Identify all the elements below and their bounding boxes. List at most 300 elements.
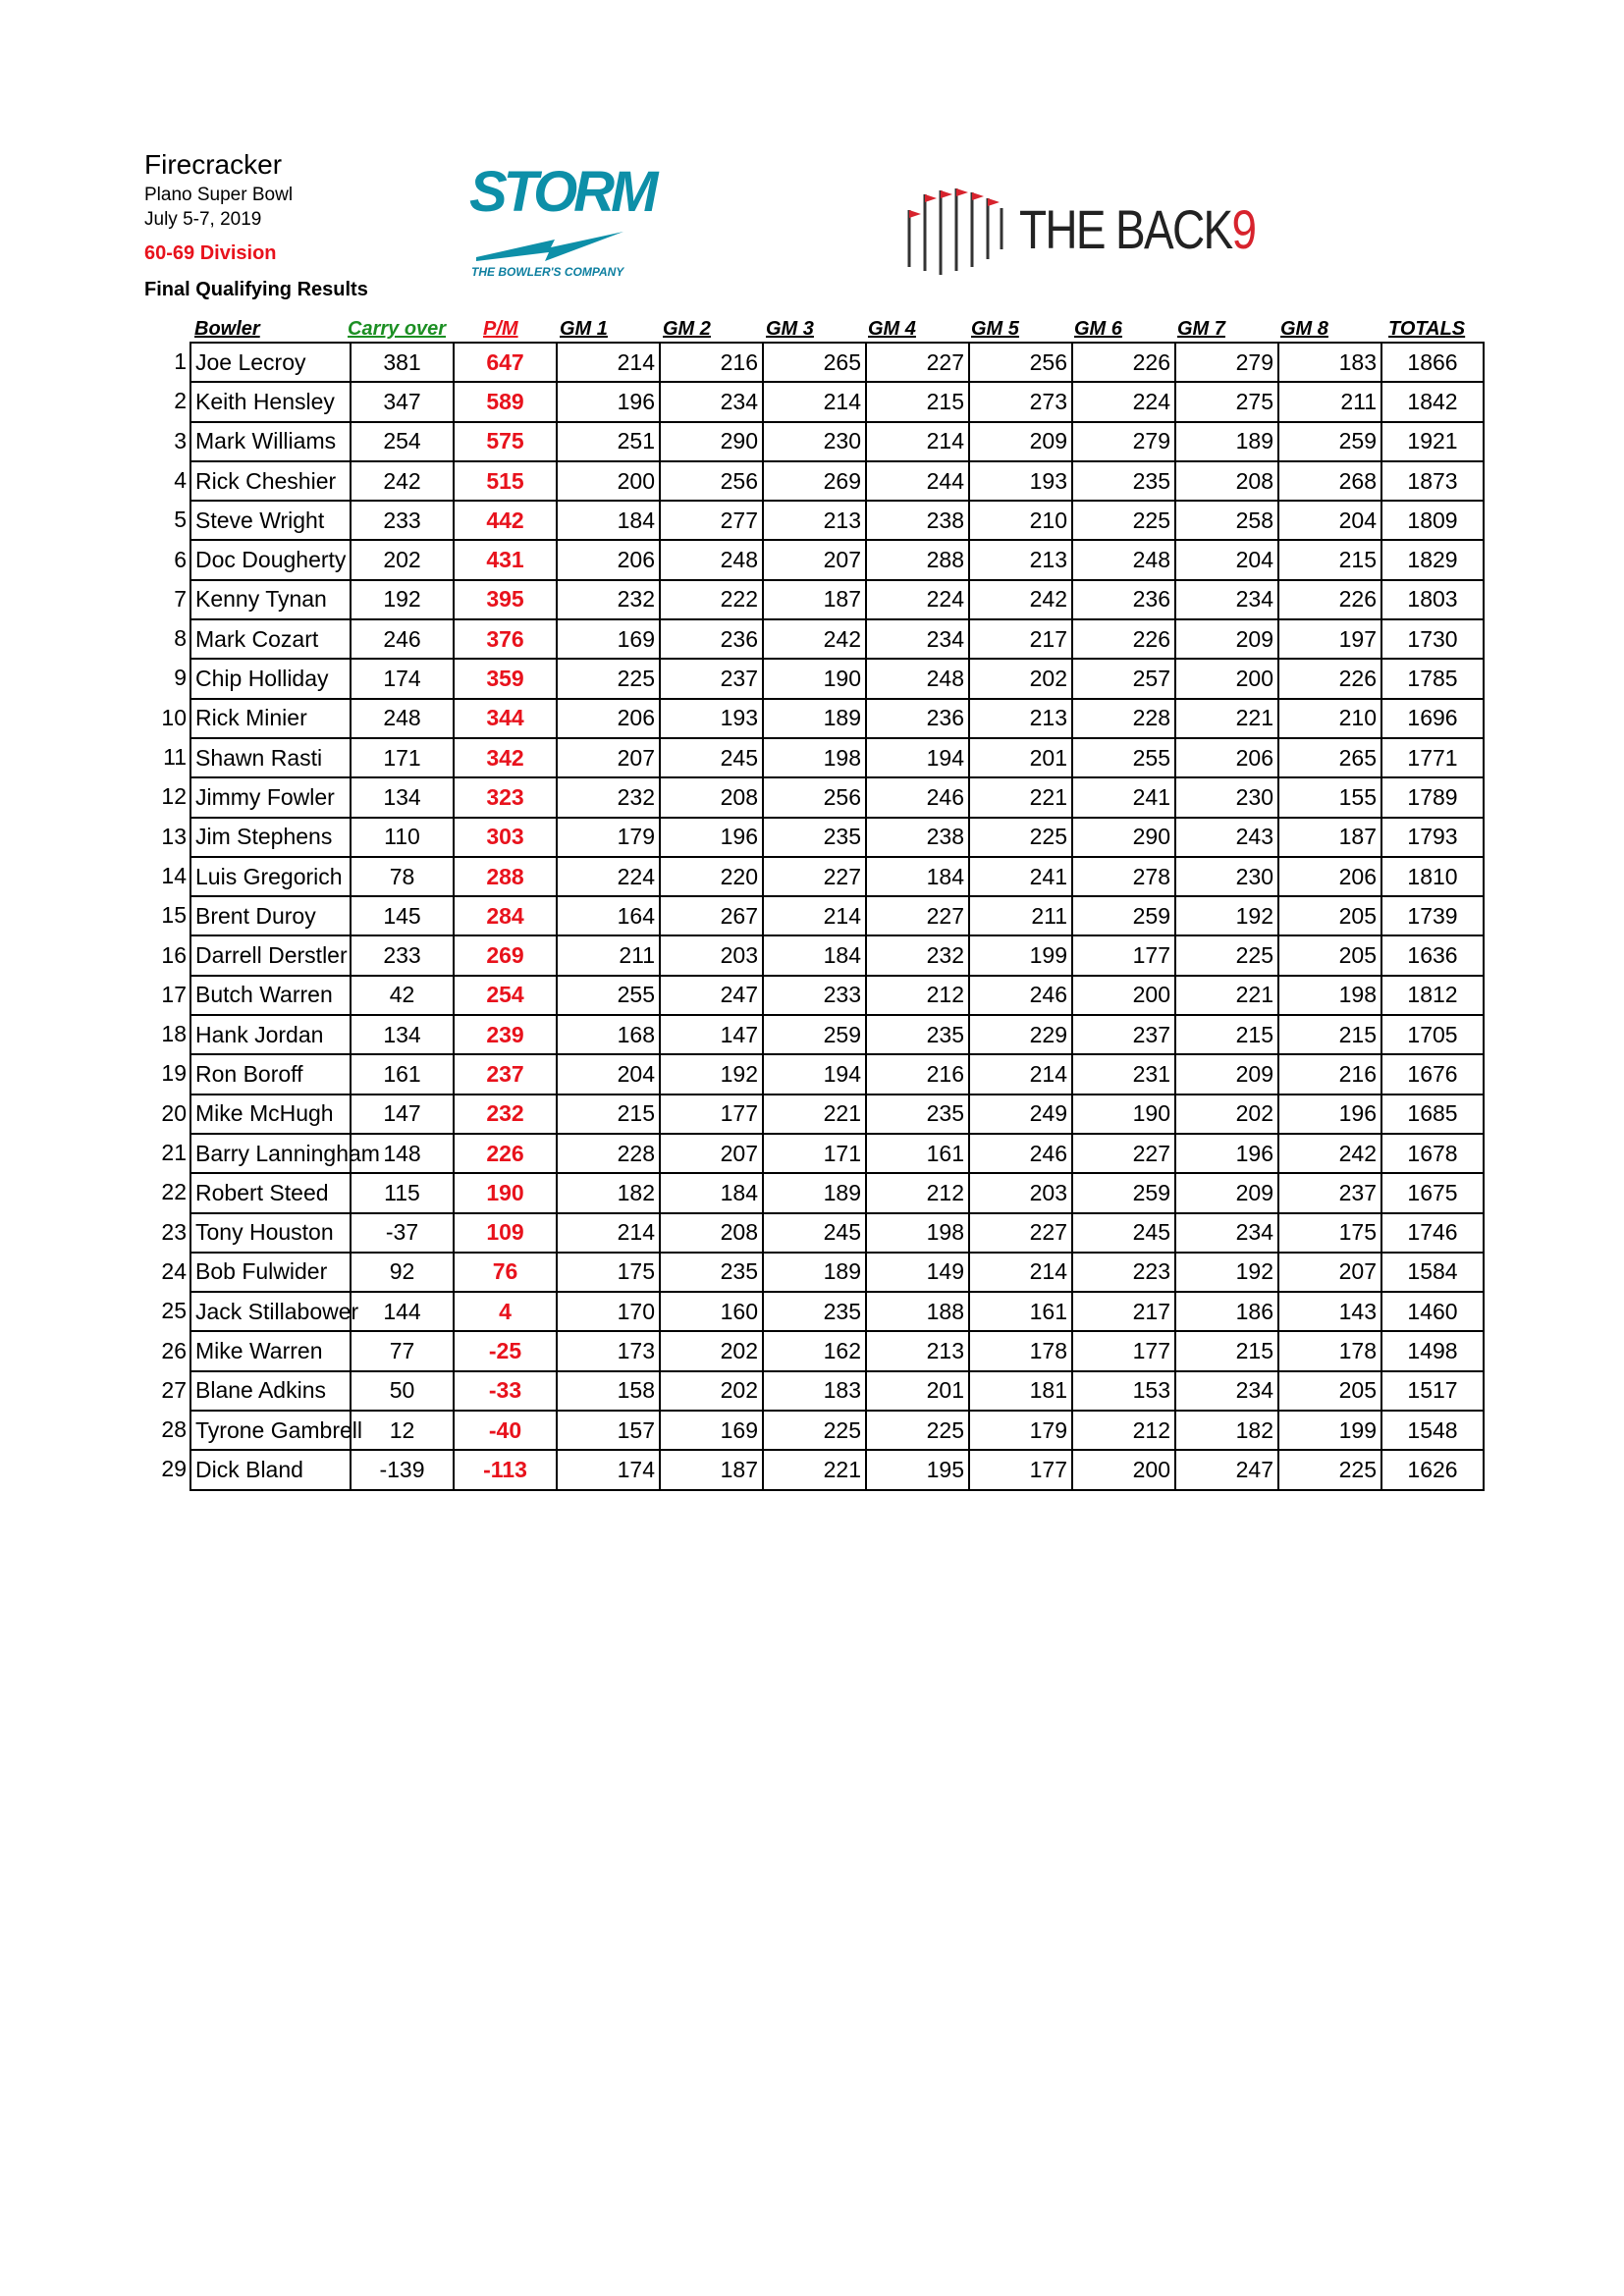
- total-score: 1460: [1381, 1292, 1484, 1331]
- the-back-9-logo: [901, 181, 1265, 279]
- table-row: [190, 382, 1484, 421]
- rank-number: 17: [161, 981, 187, 1007]
- game-3-score: 235: [763, 818, 866, 857]
- total-score: 1746: [1381, 1213, 1484, 1253]
- game-3-score: 227: [763, 857, 866, 896]
- event-title: Firecracker: [144, 149, 283, 180]
- game-3-score: 162: [763, 1331, 866, 1370]
- game-6-score: 248: [1072, 540, 1175, 579]
- total-score: 1866: [1381, 343, 1484, 382]
- table-row: [190, 343, 1484, 382]
- game-4-score: 201: [866, 1371, 969, 1411]
- table-row: [190, 1054, 1484, 1094]
- rank-number: 3: [174, 427, 187, 454]
- game-4-score: 195: [866, 1450, 969, 1489]
- game-6-score: 259: [1072, 896, 1175, 935]
- total-score: 1873: [1381, 461, 1484, 501]
- game-4-score: 236: [866, 699, 969, 738]
- game-5-score: 199: [969, 935, 1072, 975]
- game-1-score: 211: [557, 935, 660, 975]
- carry-over-value: 134: [351, 777, 454, 817]
- game-8-score: 265: [1278, 738, 1381, 777]
- game-6-score: 279: [1072, 422, 1175, 461]
- total-score: 1678: [1381, 1134, 1484, 1173]
- game-1-score: 206: [557, 540, 660, 579]
- game-2-score: 147: [660, 1015, 763, 1054]
- game-5-score: 227: [969, 1213, 1072, 1253]
- total-score: 1771: [1381, 738, 1484, 777]
- game-7-score: 215: [1175, 1015, 1278, 1054]
- bowler-name: Steve Wright: [190, 501, 351, 540]
- carry-over-value: 233: [351, 501, 454, 540]
- total-score: 1810: [1381, 857, 1484, 896]
- game-3-score: 230: [763, 422, 866, 461]
- game-2-score: 277: [660, 501, 763, 540]
- game-3-score: 171: [763, 1134, 866, 1173]
- plus-minus-value: 109: [454, 1213, 557, 1253]
- game-5-score: 177: [969, 1450, 1072, 1489]
- game-6-score: 227: [1072, 1134, 1175, 1173]
- game-1-score: 157: [557, 1411, 660, 1450]
- game-1-score: 214: [557, 1213, 660, 1253]
- results-table-body: [190, 343, 1484, 1490]
- game-8-score: 199: [1278, 1411, 1381, 1450]
- bowler-name: Mark Williams: [190, 422, 351, 461]
- game-6-score: 177: [1072, 935, 1175, 975]
- rank-number: 29: [161, 1456, 187, 1482]
- carry-over-value: 147: [351, 1095, 454, 1134]
- col-header-gm4: GM 4: [868, 318, 916, 340]
- plus-minus-value: 284: [454, 896, 557, 935]
- game-5-score: 246: [969, 976, 1072, 1015]
- game-6-score: 200: [1072, 1450, 1175, 1489]
- game-2-score: 169: [660, 1411, 763, 1450]
- game-4-score: 212: [866, 976, 969, 1015]
- game-2-score: 192: [660, 1054, 763, 1094]
- rank-number: 13: [161, 823, 187, 849]
- game-3-score: 265: [763, 343, 866, 382]
- game-6-score: 245: [1072, 1213, 1175, 1253]
- table-row: [190, 1173, 1484, 1212]
- bowler-name: Hank Jordan: [190, 1015, 351, 1054]
- game-3-score: 207: [763, 540, 866, 579]
- rank-number: 11: [163, 744, 187, 770]
- carry-over-value: 248: [351, 699, 454, 738]
- game-8-score: 225: [1278, 1450, 1381, 1489]
- game-1-score: 251: [557, 422, 660, 461]
- game-3-score: 189: [763, 699, 866, 738]
- bowler-name: Kenny Tynan: [190, 580, 351, 619]
- game-7-score: 230: [1175, 777, 1278, 817]
- game-8-score: 216: [1278, 1054, 1381, 1094]
- game-6-score: 200: [1072, 976, 1175, 1015]
- game-5-score: 202: [969, 659, 1072, 698]
- game-1-score: 169: [557, 619, 660, 659]
- plus-minus-value: 342: [454, 738, 557, 777]
- rank-number: 27: [161, 1376, 187, 1403]
- game-5-score: 209: [969, 422, 1072, 461]
- table-row: [190, 461, 1484, 501]
- game-2-score: 234: [660, 382, 763, 421]
- table-row: [190, 857, 1484, 896]
- game-7-score: 221: [1175, 699, 1278, 738]
- game-7-score: 234: [1175, 1371, 1278, 1411]
- game-5-score: 256: [969, 343, 1072, 382]
- game-4-score: 238: [866, 818, 969, 857]
- game-3-score: 214: [763, 382, 866, 421]
- rank-number: 23: [161, 1218, 187, 1245]
- plus-minus-value: 376: [454, 619, 557, 659]
- rank-number: 9: [174, 665, 187, 691]
- game-2-score: 256: [660, 461, 763, 501]
- game-2-score: 235: [660, 1253, 763, 1292]
- game-5-score: 225: [969, 818, 1072, 857]
- game-6-score: 290: [1072, 818, 1175, 857]
- game-6-score: 278: [1072, 857, 1175, 896]
- plus-minus-value: 575: [454, 422, 557, 461]
- game-6-score: 235: [1072, 461, 1175, 501]
- table-row: [190, 619, 1484, 659]
- game-8-score: 187: [1278, 818, 1381, 857]
- game-4-score: 288: [866, 540, 969, 579]
- total-score: 1803: [1381, 580, 1484, 619]
- storm-tagline: THE BOWLER'S COMPANY: [471, 265, 624, 279]
- game-2-score: 222: [660, 580, 763, 619]
- division-label: 60-69 Division: [144, 242, 277, 264]
- bowler-name: Keith Hensley: [190, 382, 351, 421]
- game-7-score: 192: [1175, 1253, 1278, 1292]
- total-score: 1785: [1381, 659, 1484, 698]
- game-4-score: 244: [866, 461, 969, 501]
- game-2-score: 177: [660, 1095, 763, 1134]
- game-6-score: 223: [1072, 1253, 1175, 1292]
- bowler-name: Chip Holliday: [190, 659, 351, 698]
- plus-minus-value: 442: [454, 501, 557, 540]
- game-1-score: 184: [557, 501, 660, 540]
- plus-minus-value: 303: [454, 818, 557, 857]
- storm-logo: [461, 160, 655, 285]
- plus-minus-value: 237: [454, 1054, 557, 1094]
- game-5-score: 203: [969, 1173, 1072, 1212]
- bowler-name: Mike McHugh: [190, 1095, 351, 1134]
- plus-minus-value: 359: [454, 659, 557, 698]
- total-score: 1676: [1381, 1054, 1484, 1094]
- carry-over-value: 50: [351, 1371, 454, 1411]
- rank-number: 21: [161, 1140, 187, 1165]
- game-3-score: 189: [763, 1173, 866, 1212]
- game-8-score: 205: [1278, 935, 1381, 975]
- game-1-score: 214: [557, 343, 660, 382]
- rank-number: 15: [161, 902, 187, 929]
- carry-over-value: 246: [351, 619, 454, 659]
- game-7-score: 221: [1175, 976, 1278, 1015]
- bowler-name: Rick Minier: [190, 699, 351, 738]
- game-4-score: 215: [866, 382, 969, 421]
- plus-minus-value: 515: [454, 461, 557, 501]
- rank-number: 6: [174, 546, 187, 572]
- table-row: [190, 738, 1484, 777]
- game-7-score: 215: [1175, 1331, 1278, 1370]
- game-4-score: 248: [866, 659, 969, 698]
- game-6-score: 255: [1072, 738, 1175, 777]
- game-7-score: 186: [1175, 1292, 1278, 1331]
- carry-over-value: 77: [351, 1331, 454, 1370]
- rank-number: 19: [161, 1060, 187, 1087]
- game-4-score: 246: [866, 777, 969, 817]
- rank-number: 2: [174, 388, 187, 414]
- bowler-name: Brent Duroy: [190, 896, 351, 935]
- col-header-gm2: GM 2: [663, 318, 711, 340]
- game-7-score: 279: [1175, 343, 1278, 382]
- plus-minus-value: 239: [454, 1015, 557, 1054]
- game-4-score: 216: [866, 1054, 969, 1094]
- game-7-score: 209: [1175, 1173, 1278, 1212]
- game-6-score: 259: [1072, 1173, 1175, 1212]
- game-7-score: 234: [1175, 580, 1278, 619]
- storm-wordmark: STORM: [469, 160, 655, 224]
- game-4-score: 161: [866, 1134, 969, 1173]
- total-score: 1739: [1381, 896, 1484, 935]
- plus-minus-value: 4: [454, 1292, 557, 1331]
- carry-over-value: 161: [351, 1054, 454, 1094]
- game-8-score: 205: [1278, 896, 1381, 935]
- game-5-score: 181: [969, 1371, 1072, 1411]
- game-3-score: 194: [763, 1054, 866, 1094]
- col-header-carry-over: Carry over: [348, 318, 447, 340]
- game-1-score: 206: [557, 699, 660, 738]
- carry-over-value: 174: [351, 659, 454, 698]
- carry-over-value: 192: [351, 580, 454, 619]
- game-8-score: 206: [1278, 857, 1381, 896]
- game-1-score: 182: [557, 1173, 660, 1212]
- game-5-score: 229: [969, 1015, 1072, 1054]
- game-1-score: 204: [557, 1054, 660, 1094]
- game-5-score: 249: [969, 1095, 1072, 1134]
- game-6-score: 237: [1072, 1015, 1175, 1054]
- plus-minus-value: 269: [454, 935, 557, 975]
- table-row: [190, 1450, 1484, 1489]
- rank-number: 25: [161, 1298, 187, 1324]
- bowler-name: Butch Warren: [190, 976, 351, 1015]
- game-4-score: 227: [866, 343, 969, 382]
- table-row: [190, 422, 1484, 461]
- table-row: [190, 1213, 1484, 1253]
- game-8-score: 242: [1278, 1134, 1381, 1173]
- game-3-score: 189: [763, 1253, 866, 1292]
- back9-number: 9: [1231, 198, 1256, 260]
- rank-number: 8: [174, 625, 187, 652]
- game-4-score: 238: [866, 501, 969, 540]
- game-7-score: 182: [1175, 1411, 1278, 1450]
- game-8-score: 183: [1278, 343, 1381, 382]
- game-1-score: 196: [557, 382, 660, 421]
- game-1-score: 170: [557, 1292, 660, 1331]
- game-8-score: 215: [1278, 540, 1381, 579]
- table-row: [190, 1134, 1484, 1173]
- carry-over-value: 148: [351, 1134, 454, 1173]
- rank-number: 26: [161, 1337, 187, 1363]
- game-4-score: 235: [866, 1095, 969, 1134]
- game-8-score: 178: [1278, 1331, 1381, 1370]
- total-score: 1705: [1381, 1015, 1484, 1054]
- game-8-score: 226: [1278, 659, 1381, 698]
- game-3-score: 221: [763, 1095, 866, 1134]
- table-row: [190, 1331, 1484, 1370]
- game-5-score: 213: [969, 540, 1072, 579]
- game-2-score: 196: [660, 818, 763, 857]
- bowler-name: Blane Adkins: [190, 1371, 351, 1411]
- game-2-score: 187: [660, 1450, 763, 1489]
- game-4-score: 212: [866, 1173, 969, 1212]
- total-score: 1626: [1381, 1450, 1484, 1489]
- game-2-score: 248: [660, 540, 763, 579]
- game-2-score: 202: [660, 1331, 763, 1370]
- game-8-score: 259: [1278, 422, 1381, 461]
- plus-minus-value: 76: [454, 1253, 557, 1292]
- storm-bolt-icon: [476, 228, 623, 263]
- col-header-totals: TOTALS: [1388, 318, 1466, 340]
- game-7-score: 230: [1175, 857, 1278, 896]
- table-row: [190, 1253, 1484, 1292]
- plus-minus-value: 344: [454, 699, 557, 738]
- game-4-score: 225: [866, 1411, 969, 1450]
- rank-number: 16: [161, 941, 187, 968]
- game-5-score: 179: [969, 1411, 1072, 1450]
- rank-number: 1: [174, 348, 187, 374]
- carry-over-value: 347: [351, 382, 454, 421]
- game-5-score: 217: [969, 619, 1072, 659]
- rank-number: 28: [161, 1416, 187, 1443]
- game-4-score: 198: [866, 1213, 969, 1253]
- bowler-name: Ron Boroff: [190, 1054, 351, 1094]
- total-score: 1584: [1381, 1253, 1484, 1292]
- bowler-name: Jimmy Fowler: [190, 777, 351, 817]
- carry-over-value: 254: [351, 422, 454, 461]
- table-row: [190, 1095, 1484, 1134]
- results-table: [189, 342, 1485, 1491]
- carry-over-value: 92: [351, 1253, 454, 1292]
- total-score: 1685: [1381, 1095, 1484, 1134]
- game-1-score: 174: [557, 1450, 660, 1489]
- carry-over-value: 144: [351, 1292, 454, 1331]
- game-2-score: 160: [660, 1292, 763, 1331]
- table-row: [190, 659, 1484, 698]
- game-2-score: 220: [660, 857, 763, 896]
- game-7-score: 258: [1175, 501, 1278, 540]
- plus-minus-value: 589: [454, 382, 557, 421]
- col-header-pm: P/M: [483, 318, 518, 340]
- game-2-score: 267: [660, 896, 763, 935]
- table-row: [190, 935, 1484, 975]
- game-7-score: 247: [1175, 1450, 1278, 1489]
- table-row: [190, 501, 1484, 540]
- col-header-bowler: Bowler: [194, 318, 260, 340]
- carry-over-value: -139: [351, 1450, 454, 1489]
- bowler-name: Rick Cheshier: [190, 461, 351, 501]
- game-6-score: 226: [1072, 619, 1175, 659]
- game-5-score: 214: [969, 1054, 1072, 1094]
- rank-number: 7: [174, 585, 187, 612]
- game-1-score: 175: [557, 1253, 660, 1292]
- game-6-score: 228: [1072, 699, 1175, 738]
- carry-over-value: -37: [351, 1213, 454, 1253]
- game-3-score: 214: [763, 896, 866, 935]
- plus-minus-value: 254: [454, 976, 557, 1015]
- game-1-score: 232: [557, 777, 660, 817]
- game-8-score: 268: [1278, 461, 1381, 501]
- game-3-score: 190: [763, 659, 866, 698]
- col-header-gm5: GM 5: [971, 318, 1019, 340]
- game-3-score: 225: [763, 1411, 866, 1450]
- plus-minus-value: -40: [454, 1411, 557, 1450]
- plus-minus-value: -113: [454, 1450, 557, 1489]
- game-5-score: 221: [969, 777, 1072, 817]
- game-4-score: 194: [866, 738, 969, 777]
- game-1-score: 215: [557, 1095, 660, 1134]
- table-row: [190, 777, 1484, 817]
- game-8-score: 215: [1278, 1015, 1381, 1054]
- game-1-score: 173: [557, 1331, 660, 1370]
- bowler-name: Tyrone Gambrell: [190, 1411, 351, 1450]
- game-5-score: 210: [969, 501, 1072, 540]
- game-2-score: 247: [660, 976, 763, 1015]
- game-3-score: 245: [763, 1213, 866, 1253]
- game-3-score: 269: [763, 461, 866, 501]
- carry-over-value: 134: [351, 1015, 454, 1054]
- game-1-score: 179: [557, 818, 660, 857]
- plus-minus-value: 395: [454, 580, 557, 619]
- bowler-name: Joe Lecroy: [190, 343, 351, 382]
- game-7-score: 206: [1175, 738, 1278, 777]
- results-subtitle: Final Qualifying Results: [144, 279, 368, 300]
- game-1-score: 255: [557, 976, 660, 1015]
- game-1-score: 232: [557, 580, 660, 619]
- game-8-score: 196: [1278, 1095, 1381, 1134]
- plus-minus-value: 288: [454, 857, 557, 896]
- carry-over-value: 78: [351, 857, 454, 896]
- rank-number: 18: [161, 1021, 187, 1047]
- total-score: 1789: [1381, 777, 1484, 817]
- rank-number: 5: [174, 507, 187, 533]
- plus-minus-value: 190: [454, 1173, 557, 1212]
- game-7-score: 225: [1175, 935, 1278, 975]
- plus-minus-value: 647: [454, 343, 557, 382]
- bowler-name: Darrell Derstler: [190, 935, 351, 975]
- plus-minus-value: 226: [454, 1134, 557, 1173]
- game-4-score: 149: [866, 1253, 969, 1292]
- game-2-score: 202: [660, 1371, 763, 1411]
- game-2-score: 203: [660, 935, 763, 975]
- game-6-score: 241: [1072, 777, 1175, 817]
- table-row: [190, 1411, 1484, 1450]
- game-7-score: 208: [1175, 461, 1278, 501]
- bowler-name: Shawn Rasti: [190, 738, 351, 777]
- total-score: 1842: [1381, 382, 1484, 421]
- total-score: 1636: [1381, 935, 1484, 975]
- back9-wordmark: [1019, 200, 1255, 259]
- game-6-score: 231: [1072, 1054, 1175, 1094]
- game-7-score: 196: [1175, 1134, 1278, 1173]
- game-6-score: 177: [1072, 1331, 1175, 1370]
- total-score: 1517: [1381, 1371, 1484, 1411]
- carry-over-value: 145: [351, 896, 454, 935]
- game-1-score: 228: [557, 1134, 660, 1173]
- game-3-score: 221: [763, 1450, 866, 1489]
- carry-over-value: 110: [351, 818, 454, 857]
- game-8-score: 237: [1278, 1173, 1381, 1212]
- total-score: 1730: [1381, 619, 1484, 659]
- carry-over-value: 242: [351, 461, 454, 501]
